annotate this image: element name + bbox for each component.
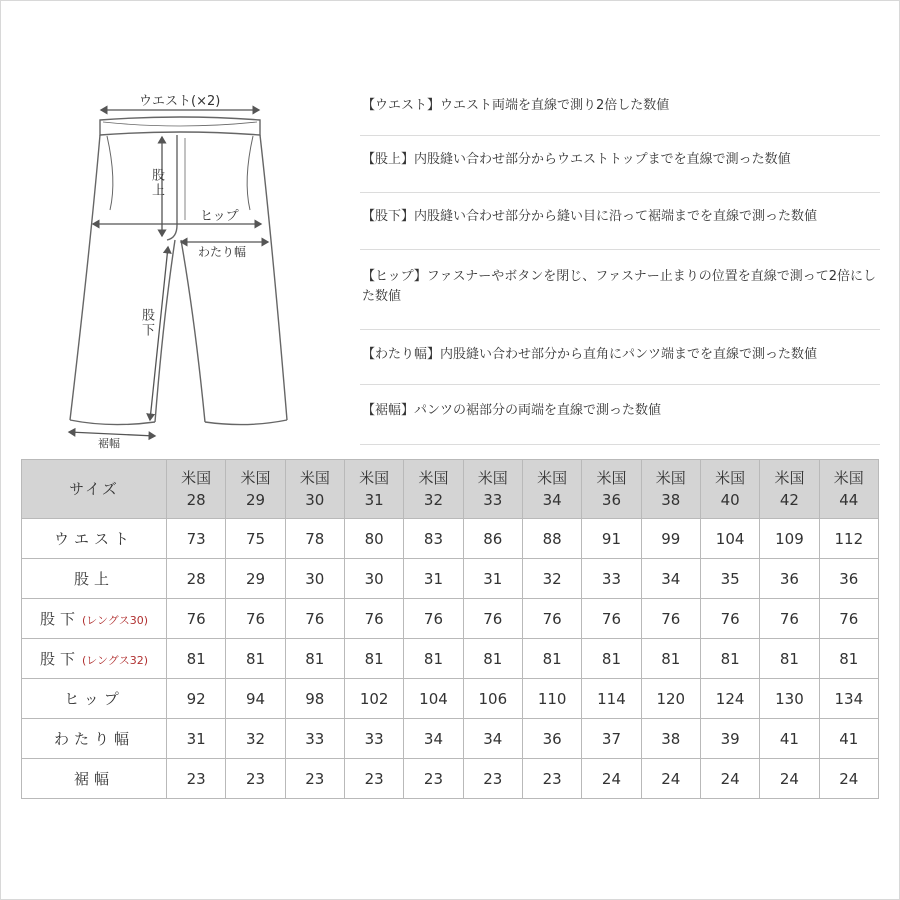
measurement-cell: 81 — [226, 639, 285, 679]
size-header-cell — [641, 460, 700, 519]
measurement-cell: 23 — [167, 759, 226, 799]
pants-diagram — [55, 90, 300, 455]
table-row — [22, 519, 879, 559]
measurement-cell: 81 — [167, 639, 226, 679]
measurement-cell: 81 — [641, 639, 700, 679]
measurement-cell: 23 — [522, 759, 581, 799]
size-value: 42 — [779, 491, 799, 509]
description-hip: 【ヒップ】ファスナーやボタンを閉じ、ファスナー止まりの位置を直線で測って2倍にした数値 — [360, 250, 880, 330]
row-label: ウエスト — [53, 530, 134, 548]
row-label: 股下 — [40, 610, 81, 628]
pants-outline-drawing — [55, 90, 300, 455]
measurement-cell: 78 — [285, 519, 344, 559]
measurement-cell: 99 — [641, 519, 700, 559]
description-waist: 【ウエスト】ウエスト両端を直線で測り2倍した数値 — [360, 88, 880, 136]
size-header-cell — [522, 460, 581, 519]
size-header-cell — [344, 460, 403, 519]
row-label: 股上 — [73, 570, 114, 588]
size-header-cell — [404, 460, 463, 519]
table-header-row — [22, 460, 879, 519]
measurement-cell: 34 — [404, 719, 463, 759]
measurement-cell: 81 — [344, 639, 403, 679]
size-prefix: 米国 — [537, 469, 568, 487]
measurement-cell: 80 — [344, 519, 403, 559]
measurement-cell: 76 — [226, 599, 285, 639]
measurement-cell: 114 — [582, 679, 641, 719]
measurement-cell: 23 — [404, 759, 463, 799]
measurement-cell: 24 — [760, 759, 819, 799]
measurement-cell: 37 — [582, 719, 641, 759]
measurement-cell: 23 — [344, 759, 403, 799]
measurement-cell: 92 — [167, 679, 226, 719]
diagram-label-thigh: わたり幅 — [198, 245, 247, 259]
table-row — [22, 679, 879, 719]
measurement-cell: 76 — [404, 599, 463, 639]
measurement-cell: 32 — [226, 719, 285, 759]
size-value: 44 — [839, 491, 859, 509]
measurement-cell: 104 — [404, 679, 463, 719]
size-prefix: 米国 — [774, 469, 805, 487]
size-prefix: 米国 — [359, 469, 390, 487]
size-prefix: 米国 — [655, 469, 686, 487]
measurement-cell: 130 — [760, 679, 819, 719]
measurement-cell: 91 — [582, 519, 641, 559]
description-inseam: 【股下】内股縫い合わせ部分から縫い目に沿って裾端までを直線で測った数値 — [360, 193, 880, 250]
measurement-cell: 86 — [463, 519, 522, 559]
row-label-cell — [22, 559, 167, 599]
table-row — [22, 759, 879, 799]
size-value: 28 — [186, 491, 206, 509]
size-value: 38 — [661, 491, 681, 509]
size-value: 30 — [305, 491, 325, 509]
measurement-cell: 88 — [522, 519, 581, 559]
measurement-cell: 23 — [463, 759, 522, 799]
measurement-cell: 76 — [167, 599, 226, 639]
table-row — [22, 719, 879, 759]
measurement-cell: 28 — [167, 559, 226, 599]
diagram-label-hip: ヒップ — [200, 209, 239, 224]
measurement-cell: 102 — [344, 679, 403, 719]
diagram-label-inseam: 股下 — [139, 308, 154, 338]
measurement-cell: 76 — [463, 599, 522, 639]
measurement-cell: 110 — [522, 679, 581, 719]
size-value: 40 — [720, 491, 740, 509]
measurement-cell: 33 — [285, 719, 344, 759]
measurement-cell: 36 — [819, 559, 878, 599]
row-label-note: (レングス30) — [82, 614, 148, 627]
measurement-cell: 76 — [641, 599, 700, 639]
measurement-cell: 81 — [522, 639, 581, 679]
size-header-cell — [760, 460, 819, 519]
size-prefix: 米国 — [418, 469, 449, 487]
measurement-cell: 73 — [167, 519, 226, 559]
table-row — [22, 639, 879, 679]
measurement-cell: 23 — [226, 759, 285, 799]
measurement-cell: 31 — [404, 559, 463, 599]
measurement-cell: 36 — [522, 719, 581, 759]
measurement-cell: 81 — [582, 639, 641, 679]
size-prefix: 米国 — [477, 469, 508, 487]
row-label-cell — [22, 599, 167, 639]
size-chart-table — [21, 459, 879, 799]
size-header-cell — [285, 460, 344, 519]
table-row — [22, 559, 879, 599]
measurement-cell: 76 — [582, 599, 641, 639]
measurement-cell: 39 — [700, 719, 759, 759]
size-header-cell — [582, 460, 641, 519]
size-prefix: 米国 — [833, 469, 864, 487]
measurement-cell: 38 — [641, 719, 700, 759]
row-label: ヒップ — [64, 690, 124, 708]
size-value: 32 — [423, 491, 444, 509]
measurement-cell: 76 — [700, 599, 759, 639]
measurement-cell: 33 — [582, 559, 641, 599]
measurement-cell: 24 — [641, 759, 700, 799]
row-label: 裾幅 — [73, 770, 114, 788]
measurement-cell: 134 — [819, 679, 878, 719]
measurement-cell: 81 — [404, 639, 463, 679]
row-label-cell — [22, 679, 167, 719]
row-label-cell — [22, 519, 167, 559]
size-prefix: 米国 — [715, 469, 746, 487]
measurement-cell: 106 — [463, 679, 522, 719]
measurement-cell: 76 — [285, 599, 344, 639]
size-header-cell — [463, 460, 522, 519]
measurement-cell: 75 — [226, 519, 285, 559]
measurement-cell: 81 — [700, 639, 759, 679]
description-rise: 【股上】内股縫い合わせ部分からウエストトップまでを直線で測った数値 — [360, 136, 880, 193]
measurement-cell: 30 — [285, 559, 344, 599]
size-prefix: 米国 — [181, 469, 212, 487]
description-thigh: 【わたり幅】内股縫い合わせ部分から直角にパンツ端までを直線で測った数値 — [360, 330, 880, 385]
measurement-cell: 41 — [760, 719, 819, 759]
measurement-cell: 29 — [226, 559, 285, 599]
size-header-cell — [226, 460, 285, 519]
measurement-cell: 120 — [641, 679, 700, 719]
measurement-cell: 76 — [760, 599, 819, 639]
measurement-cell: 32 — [522, 559, 581, 599]
size-prefix: 米国 — [299, 469, 330, 487]
measurement-cell: 81 — [760, 639, 819, 679]
measurement-cell: 76 — [344, 599, 403, 639]
size-header-cell — [819, 460, 878, 519]
measurement-cell: 24 — [819, 759, 878, 799]
measurement-cell: 83 — [404, 519, 463, 559]
measurement-cell: 30 — [344, 559, 403, 599]
table-row — [22, 599, 879, 639]
measurement-cell: 104 — [700, 519, 759, 559]
row-label-note: (レングス32) — [82, 654, 148, 667]
row-label-cell — [22, 719, 167, 759]
size-prefix: 米国 — [240, 469, 271, 487]
diagram-label-rise: 股上 — [149, 168, 164, 198]
measurement-cell: 76 — [522, 599, 581, 639]
measurement-cell: 124 — [700, 679, 759, 719]
measurement-cell: 35 — [700, 559, 759, 599]
size-column-header: サイズ — [22, 460, 167, 519]
measurement-cell: 112 — [819, 519, 878, 559]
row-label-cell — [22, 759, 167, 799]
measurement-cell: 81 — [819, 639, 878, 679]
size-header-cell — [700, 460, 759, 519]
measurement-cell: 34 — [463, 719, 522, 759]
size-prefix: 米国 — [596, 469, 627, 487]
row-label: 股下 — [40, 650, 81, 668]
size-value: 34 — [542, 491, 562, 509]
measurement-cell: 109 — [760, 519, 819, 559]
measurement-descriptions — [360, 88, 880, 445]
measurement-cell: 81 — [463, 639, 522, 679]
size-value: 33 — [483, 491, 503, 509]
measurement-cell: 98 — [285, 679, 344, 719]
measurement-cell: 34 — [641, 559, 700, 599]
measurement-cell: 24 — [582, 759, 641, 799]
diagram-label-hem: 裾幅 — [98, 437, 120, 450]
measurement-cell: 81 — [285, 639, 344, 679]
description-hem: 【裾幅】パンツの裾部分の両端を直線で測った数値 — [360, 385, 880, 445]
measurement-cell: 76 — [819, 599, 878, 639]
measurement-cell: 31 — [463, 559, 522, 599]
size-value: 36 — [601, 491, 621, 509]
measurement-cell: 41 — [819, 719, 878, 759]
measurement-cell: 24 — [700, 759, 759, 799]
measurement-cell: 33 — [344, 719, 403, 759]
measurement-cell: 31 — [167, 719, 226, 759]
row-label-cell — [22, 639, 167, 679]
size-header-cell — [167, 460, 226, 519]
measurement-cell: 94 — [226, 679, 285, 719]
diagram-label-waist: ウエスト(×2) — [139, 94, 221, 109]
size-value: 29 — [245, 491, 266, 509]
measurement-cell: 23 — [285, 759, 344, 799]
size-value: 31 — [364, 491, 384, 509]
row-label: わたり幅 — [53, 730, 134, 748]
measurement-cell: 36 — [760, 559, 819, 599]
